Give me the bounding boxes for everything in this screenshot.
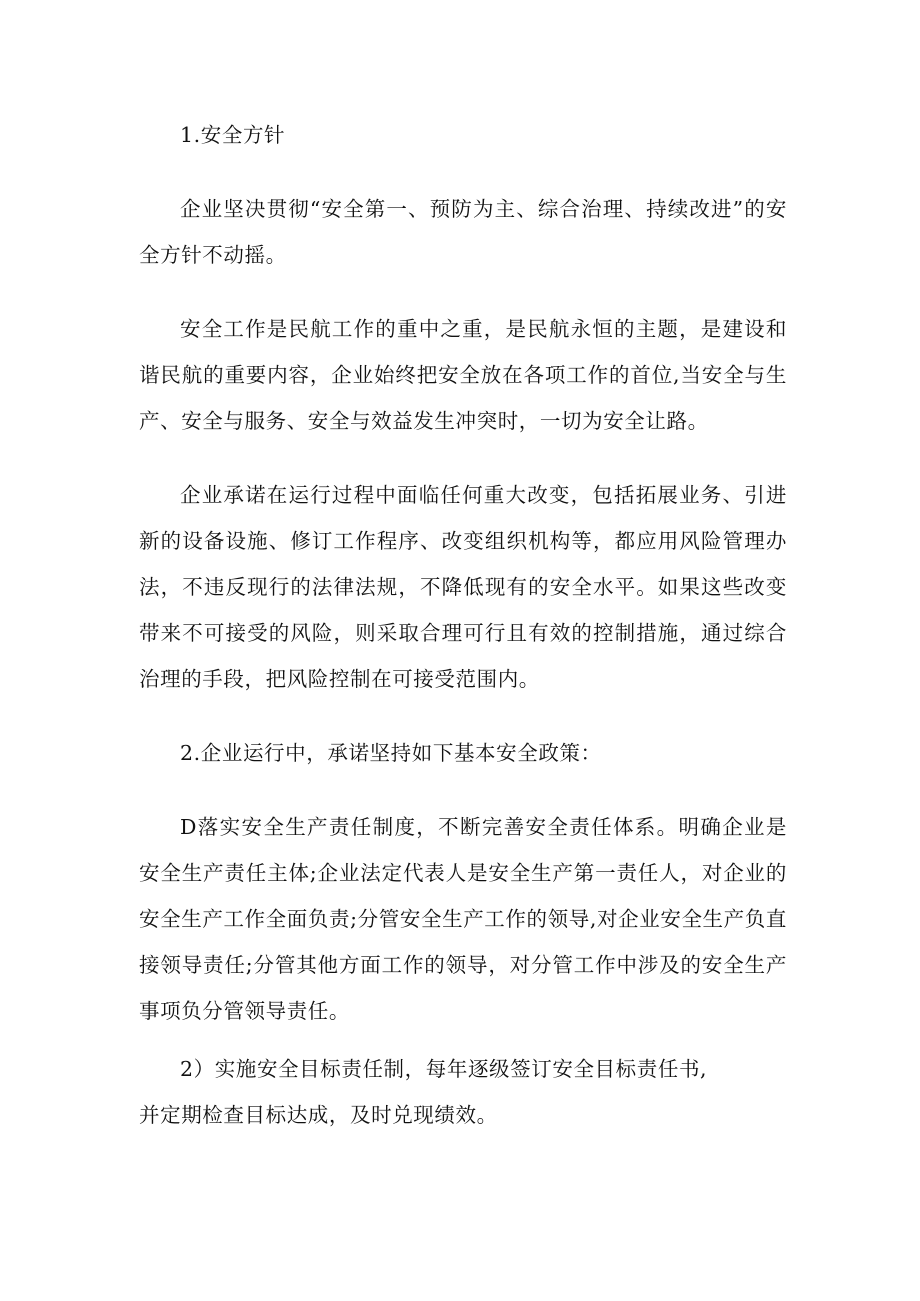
document-body	[139, 112, 787, 1138]
heading-safety-policy: 1.安全方针	[180, 123, 286, 147]
paragraph-safety-priority: 安全工作是民航工作的重中之重，是民航永恒的主题，是建设和谐民航的重要内容，企业始终把安全放在各项工作的首位,当安全与生产、安全与服务、安全与效益发生冲突时，一切为安全让路。	[139, 317, 787, 433]
list-item-target-line-1: 2）实施安全目标责任制，每年逐级签订安全目标责任书,	[180, 1057, 708, 1081]
list-item-responsibility-system: D落实安全生产责任制度，不断完善安全责任体系。明确企业是安全生产责任主体;企业法定代表人是安全生产第一责任人，对企业的安全生产工作全面负责;分管安全生产工作的领导,对企业安全生产负直接领导责任;分管其他方面工作的领导，对分管工作中涉及的安全生产事项负分管领导责任。	[139, 815, 787, 1023]
paragraph-policy-statement: 企业坚决贯彻“安全第一、预防为主、综合治理、持续改进”的安全方针不动摇。	[139, 197, 787, 267]
list-item-target-responsibility	[139, 1046, 787, 1138]
heading-basic-policies: 2.企业运行中，承诺坚持如下基本安全政策：	[180, 741, 602, 765]
list-item-target-line-2: 并定期检查目标达成，及时兑现绩效。	[139, 1103, 498, 1127]
paragraph-change-management: 企业承诺在运行过程中面临任何重大改变，包括拓展业务、引进新的设备设施、修订工作程序、改变组织机构等，都应用风险管理办法，不违反现行的法律法规，不降低现有的安全水平。如果这些改变带来不可接受的风险，则采取合理可行且有效的控制措施，通过综合治理的手段，把风险控制在可接受范围内。	[139, 483, 787, 691]
